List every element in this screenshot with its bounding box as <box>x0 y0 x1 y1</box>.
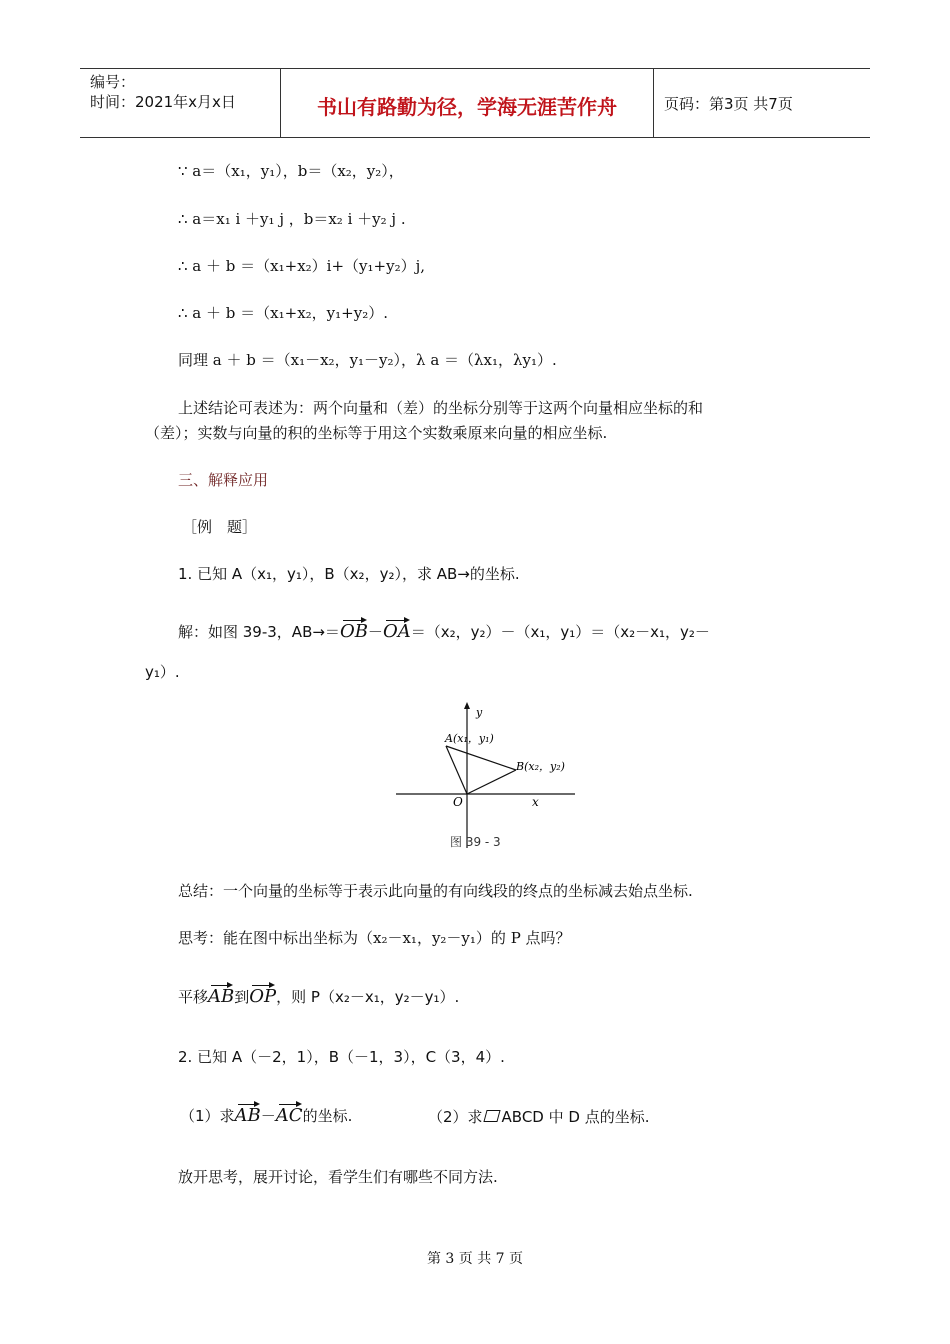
question-1-prefix: （1）求 <box>180 1107 235 1125</box>
summary-line: 总结：一个向量的坐标等于表示此向量的有向线段的终点的坐标减去始点坐标. <box>178 882 693 900</box>
translation-to: 到 <box>234 988 250 1006</box>
example-1: 1. 已知 A（x₁，y₁），B（x₂，y₂），求 AB→的坐标. <box>178 565 520 583</box>
question-1-suffix: 的坐标. <box>302 1107 353 1125</box>
example-label: ［例 题］ <box>182 518 258 536</box>
segment-ab <box>446 746 516 770</box>
point-a-label: A(x₁，y₁) <box>445 732 494 745</box>
origin-label: O <box>453 795 463 809</box>
question-2-prefix: （2）求 <box>428 1108 483 1126</box>
section-heading: 三、解释应用 <box>178 471 269 489</box>
text-line: ∴ a＝x₁ i ＋y₁ j ，b＝x₂ i ＋y₂ j . <box>178 210 406 228</box>
vector-ab: AB <box>235 1102 261 1126</box>
solution-result: ＝（x₂，y₂）－（x₁，y₁）＝（x₂－x₁，y₂－ <box>410 623 710 641</box>
time-label: 时间：2021年x月x日 <box>90 93 236 111</box>
figure-caption: 图 39 - 3 <box>450 835 501 849</box>
vector-ac: AC <box>276 1102 303 1126</box>
header-page-cell <box>654 69 870 137</box>
minus-sign: － <box>367 623 383 641</box>
header-motto-cell <box>281 69 654 137</box>
think-line: 思考：能在图中标出坐标为（x₂－x₁，y₂－y₁）的 P 点吗？ <box>178 929 571 947</box>
solution-line <box>178 618 710 642</box>
page-header <box>80 68 870 138</box>
header-motto: 书山有路勤为径，学海无涯苦作舟 <box>317 95 617 119</box>
header-info-cell <box>80 69 281 137</box>
solution-continued: y₁）. <box>145 663 180 681</box>
segment-ob <box>467 770 516 794</box>
vector-oa: OA <box>383 618 411 642</box>
y-axis-label: y <box>476 706 483 719</box>
vector-ob: OB <box>340 618 368 642</box>
coordinate-diagram <box>390 700 590 855</box>
y-axis-arrow <box>464 702 470 709</box>
example-2: 2. 已知 A（－2，1），B（－1，3），C（3，4）. <box>178 1048 505 1066</box>
vector-op: OP <box>249 983 276 1007</box>
text-line: ∴ a ＋ b ＝（x₁+x₂）i+（y₁+y₂）j, <box>178 257 426 275</box>
discussion-line: 放开思考，展开讨论，看学生们有哪些不同方法. <box>178 1168 498 1186</box>
number-label: 编号： <box>90 73 136 91</box>
text-line: ∴ a ＋ b ＝（x₁+x₂，y₁+y₂）. <box>178 304 388 322</box>
translation-result: ，则 P（x₂－x₁，y₂－y₁）. <box>276 988 460 1006</box>
segment-oa <box>446 746 467 794</box>
figure-39-3 <box>390 700 590 855</box>
question-1 <box>180 1102 352 1126</box>
vector-ab: AB <box>208 983 234 1007</box>
translation-line <box>178 983 459 1007</box>
text-line: 上述结论可表述为：两个向量和（差）的坐标分别等于这两个向量相应坐标的和 <box>178 399 704 417</box>
translation-prefix: 平移 <box>178 988 209 1006</box>
text-line: （差）；实数与向量的积的坐标等于用这个实数乘原来向量的相应坐标. <box>145 424 608 442</box>
question-2-suffix: ABCD 中 D 点的坐标. <box>501 1108 650 1126</box>
parallelogram-icon <box>483 1110 500 1122</box>
solution-prefix: 解：如图 39-3，AB→＝ <box>178 623 340 641</box>
page-number-label: 页码：第3页 共7页 <box>664 95 793 113</box>
text-line: ∵ a＝（x₁，y₁），b＝（x₂，y₂）， <box>178 162 404 180</box>
x-axis-label: x <box>532 795 539 809</box>
text-line: 同理 a ＋ b ＝（x₁－x₂，y₁－y₂），λ a ＝（λx₁，λy₁）. <box>178 351 557 369</box>
page-footer: 第 3 页 共 7 页 <box>426 1251 524 1267</box>
question-2 <box>428 1107 649 1127</box>
minus-sign: － <box>260 1107 276 1125</box>
point-b-label: B(x₂，y₂) <box>516 760 565 773</box>
